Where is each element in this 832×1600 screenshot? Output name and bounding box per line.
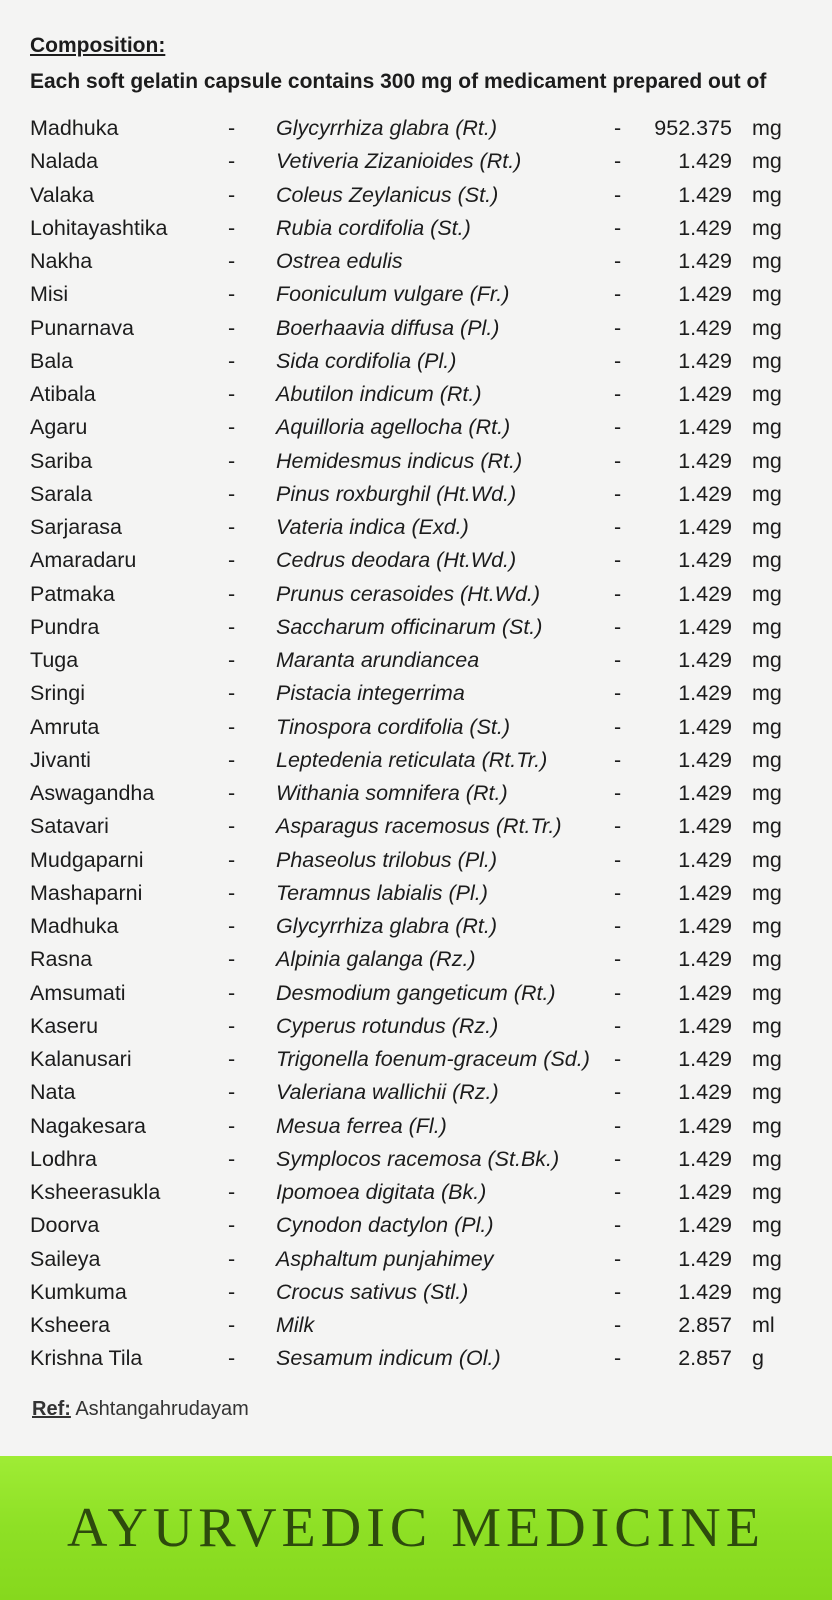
botanical-name: Teramnus labialis (Pl.)	[276, 880, 488, 905]
unit: mg	[752, 781, 782, 805]
quantity: 1.429	[678, 681, 732, 706]
botanical-name: Withania somnifera (Rt.)	[276, 781, 508, 805]
ingredient-name: Jivanti	[30, 747, 91, 772]
botanical-name: Sida cordifolia (Pl.)	[276, 348, 457, 373]
ingredient-row	[0, 1011, 832, 1044]
ingredient-row	[0, 1310, 832, 1343]
ingredient-name: Sarjarasa	[30, 515, 123, 539]
botanical-name: Mesua ferrea (Fl.)	[276, 1113, 447, 1138]
ingredient-row	[0, 1177, 832, 1210]
quantity: 1.429	[678, 448, 732, 473]
ingredient-name: Ksheerasukla	[30, 1180, 161, 1204]
quantity: 1.429	[678, 648, 732, 672]
quantity: 2.857	[678, 1346, 732, 1371]
ingredient-name: Kumkuma	[30, 1279, 127, 1304]
separator-dash: -	[228, 1313, 236, 1337]
separator-dash: -	[228, 1180, 236, 1204]
quantity: 1.429	[678, 781, 732, 805]
ingredient-row	[0, 1210, 832, 1243]
separator-dash: -	[228, 382, 236, 406]
separator-dash: -	[614, 116, 622, 140]
separator-dash: -	[228, 515, 236, 539]
ingredient-name: Madhuka	[30, 116, 119, 140]
botanical-name: Aquilloria agellocha (Rt.)	[276, 415, 511, 440]
separator-dash: -	[228, 1146, 236, 1171]
quantity: 1.429	[678, 515, 732, 539]
botanical-name: Desmodium gangeticum (Rt.)	[276, 980, 556, 1005]
separator-dash: -	[228, 947, 236, 972]
unit: mg	[752, 382, 782, 406]
separator-dash: -	[228, 980, 236, 1005]
botanical-name: Cyperus rotundus (Rz.)	[276, 1013, 499, 1038]
unit: mg	[752, 116, 782, 140]
separator-dash: -	[614, 681, 622, 706]
ingredient-row	[0, 845, 832, 878]
unit: mg	[752, 448, 782, 473]
separator-dash: -	[228, 581, 236, 606]
botanical-name: Phaseolus trilobus (Pl.)	[276, 847, 498, 872]
ingredient-name: Mashaparni	[30, 880, 143, 905]
unit: mg	[752, 1047, 782, 1071]
unit: mg	[752, 315, 782, 340]
quantity: 1.429	[678, 1246, 732, 1271]
botanical-name: Ipomoea digitata (Bk.)	[276, 1180, 487, 1204]
separator-dash: -	[614, 814, 622, 839]
unit: mg	[752, 348, 782, 373]
quantity: 1.429	[678, 282, 732, 307]
ingredient-name: Saileya	[30, 1246, 101, 1271]
botanical-name: Prunus cerasoides (Ht.Wd.)	[276, 581, 541, 606]
ingredient-name: Mudgaparni	[30, 847, 144, 872]
botanical-name: Vetiveria Zizanioides (Rt.)	[276, 149, 522, 174]
separator-dash: -	[228, 481, 236, 506]
quantity: 1.429	[678, 1047, 732, 1071]
ingredient-row	[0, 412, 832, 445]
ingredient-name: Atibala	[30, 382, 96, 406]
reference-label: Ref:	[32, 1398, 71, 1420]
separator-dash: -	[228, 415, 236, 440]
ingredient-name: Tuga	[30, 648, 79, 672]
unit: mg	[752, 980, 782, 1005]
unit: g	[752, 1346, 764, 1371]
botanical-name: Maranta arundiancea	[276, 648, 480, 672]
quantity: 1.429	[678, 1113, 732, 1138]
botanical-name: Vateria indica (Exd.)	[276, 515, 469, 539]
ingredient-row	[0, 313, 832, 346]
ingredient-row	[0, 878, 832, 911]
ingredient-name: Amsumati	[30, 980, 126, 1005]
ingredient-name: Aswagandha	[30, 781, 155, 805]
ingredient-row	[0, 246, 832, 279]
separator-dash: -	[228, 448, 236, 473]
ingredient-name: Misi	[30, 282, 69, 307]
ingredient-row	[0, 1343, 832, 1376]
separator-dash: -	[228, 747, 236, 772]
separator-dash: -	[228, 1246, 236, 1271]
botanical-name: Cynodon dactylon (Pl.)	[276, 1213, 494, 1238]
separator-dash: -	[228, 315, 236, 340]
quantity: 1.429	[678, 581, 732, 606]
unit: mg	[752, 1146, 782, 1171]
separator-dash: -	[228, 215, 236, 240]
separator-dash: -	[614, 1080, 622, 1105]
separator-dash: -	[228, 1346, 236, 1371]
quantity: 952.375	[654, 116, 732, 140]
reference-text: Ashtangahrudayam	[70, 1398, 249, 1420]
composition-intro: Each soft gelatin capsule contains 300 mg of medicament prepared out of	[30, 70, 767, 93]
unit: mg	[752, 149, 782, 174]
separator-dash: -	[614, 448, 622, 473]
quantity: 1.429	[678, 481, 732, 506]
unit: mg	[752, 914, 782, 938]
quantity: 1.429	[678, 182, 732, 207]
ingredient-row	[0, 545, 832, 578]
quantity: 1.429	[678, 847, 732, 872]
separator-dash: -	[228, 1013, 236, 1038]
unit: mg	[752, 747, 782, 772]
unit: mg	[752, 1213, 782, 1238]
unit: mg	[752, 1113, 782, 1138]
quantity: 2.857	[678, 1313, 732, 1337]
separator-dash: -	[228, 648, 236, 672]
ingredient-list	[0, 113, 832, 1377]
quantity: 1.429	[678, 215, 732, 240]
separator-dash: -	[228, 814, 236, 839]
unit: mg	[752, 681, 782, 706]
ingredient-row	[0, 180, 832, 213]
unit: mg	[752, 847, 782, 872]
separator-dash: -	[228, 116, 236, 140]
unit: mg	[752, 648, 782, 672]
separator-dash: -	[228, 1080, 236, 1105]
separator-dash: -	[614, 215, 622, 240]
ingredient-row	[0, 811, 832, 844]
ingredient-name: Nalada	[30, 149, 99, 174]
ingredient-name: Lohitayashtika	[30, 215, 168, 240]
separator-dash: -	[614, 481, 622, 506]
separator-dash: -	[614, 614, 622, 639]
unit: mg	[752, 714, 782, 739]
separator-dash: -	[614, 382, 622, 406]
botanical-name: Milk	[276, 1313, 315, 1337]
ingredient-row	[0, 1044, 832, 1077]
unit: mg	[752, 1180, 782, 1204]
unit: mg	[752, 880, 782, 905]
botanical-name: Valeriana wallichii (Rz.)	[276, 1080, 499, 1105]
unit: mg	[752, 1013, 782, 1038]
separator-dash: -	[614, 348, 622, 373]
unit: mg	[752, 215, 782, 240]
separator-dash: -	[614, 548, 622, 573]
quantity: 1.429	[678, 1080, 732, 1105]
ingredient-name: Sarala	[30, 481, 93, 506]
ingredient-row	[0, 944, 832, 977]
unit: mg	[752, 282, 782, 307]
reference	[32, 1398, 249, 1421]
unit: mg	[752, 947, 782, 972]
botanical-name: Ostrea edulis	[276, 249, 403, 273]
unit: mg	[752, 415, 782, 440]
separator-dash: -	[228, 1279, 236, 1304]
botanical-name: Trigonella foenum-graceum (Sd.)	[276, 1047, 590, 1071]
unit: mg	[752, 814, 782, 839]
quantity: 1.429	[678, 614, 732, 639]
ingredient-name: Pundra	[30, 614, 100, 639]
ingredient-row	[0, 512, 832, 545]
ingredient-name: Kaseru	[30, 1013, 99, 1038]
ingredient-row	[0, 1144, 832, 1177]
unit: mg	[752, 481, 782, 506]
separator-dash: -	[614, 648, 622, 672]
separator-dash: -	[614, 182, 622, 207]
separator-dash: -	[228, 282, 236, 307]
unit: mg	[752, 614, 782, 639]
separator-dash: -	[228, 182, 236, 207]
ingredient-name: Sariba	[30, 448, 93, 473]
separator-dash: -	[614, 249, 622, 273]
ingredient-row	[0, 612, 832, 645]
ingredient-row	[0, 911, 832, 944]
ingredient-name: Nakha	[30, 249, 93, 273]
separator-dash: -	[614, 1213, 622, 1238]
separator-dash: -	[614, 282, 622, 307]
ingredient-name: Nata	[30, 1080, 76, 1105]
quantity: 1.429	[678, 914, 732, 938]
quantity: 1.429	[678, 1213, 732, 1238]
category-banner	[0, 1456, 832, 1600]
ingredient-row	[0, 446, 832, 479]
ingredient-row	[0, 113, 832, 146]
ingredient-row	[0, 645, 832, 678]
ingredient-name: Madhuka	[30, 914, 119, 938]
ingredient-row	[0, 213, 832, 246]
ingredient-row	[0, 678, 832, 711]
botanical-name: Crocus sativus (Stl.)	[276, 1279, 469, 1304]
quantity: 1.429	[678, 1146, 732, 1171]
unit: mg	[752, 581, 782, 606]
separator-dash: -	[614, 847, 622, 872]
botanical-name: Glycyrrhiza glabra (Rt.)	[276, 116, 498, 140]
unit: mg	[752, 182, 782, 207]
ingredient-row	[0, 978, 832, 1011]
ingredient-row	[0, 745, 832, 778]
ingredient-name: Doorva	[30, 1213, 100, 1238]
separator-dash: -	[614, 1346, 622, 1371]
quantity: 1.429	[678, 315, 732, 340]
ingredient-name: Rasna	[30, 947, 93, 972]
ingredient-row	[0, 379, 832, 412]
separator-dash: -	[228, 914, 236, 938]
separator-dash: -	[614, 149, 622, 174]
separator-dash: -	[228, 1113, 236, 1138]
botanical-name: Saccharum officinarum (St.)	[276, 614, 543, 639]
banner-text: AYURVEDIC MEDICINE	[67, 1497, 765, 1559]
ingredient-row	[0, 1277, 832, 1310]
quantity: 1.429	[678, 980, 732, 1005]
separator-dash: -	[614, 714, 622, 739]
botanical-name: Tinospora cordifolia (St.)	[276, 714, 511, 739]
separator-dash: -	[228, 548, 236, 573]
botanical-name: Fooniculum vulgare (Fr.)	[276, 282, 510, 307]
separator-dash: -	[228, 880, 236, 905]
quantity: 1.429	[678, 1013, 732, 1038]
quantity: 1.429	[678, 415, 732, 440]
quantity: 1.429	[678, 348, 732, 373]
unit: mg	[752, 515, 782, 539]
quantity: 1.429	[678, 1180, 732, 1204]
unit: ml	[752, 1313, 775, 1337]
ingredient-name: Nagakesara	[30, 1113, 146, 1138]
ingredient-name: Ksheera	[30, 1313, 111, 1337]
separator-dash: -	[614, 1279, 622, 1304]
separator-dash: -	[228, 614, 236, 639]
separator-dash: -	[614, 315, 622, 340]
botanical-name: Coleus Zeylanicus (St.)	[276, 182, 499, 207]
ingredient-row	[0, 1244, 832, 1277]
separator-dash: -	[614, 581, 622, 606]
separator-dash: -	[228, 1213, 236, 1238]
botanical-name: Sesamum indicum (Ol.)	[276, 1346, 501, 1371]
botanical-name: Symplocos racemosa (St.Bk.)	[276, 1146, 560, 1171]
quantity: 1.429	[678, 1279, 732, 1304]
quantity: 1.429	[678, 880, 732, 905]
separator-dash: -	[614, 1146, 622, 1171]
botanical-name: Alpinia galanga (Rz.)	[276, 947, 476, 972]
ingredient-name: Bala	[30, 348, 74, 373]
ingredient-row	[0, 778, 832, 811]
separator-dash: -	[228, 1047, 236, 1071]
botanical-name: Glycyrrhiza glabra (Rt.)	[276, 914, 498, 938]
quantity: 1.429	[678, 747, 732, 772]
botanical-name: Abutilon indicum (Rt.)	[276, 382, 482, 406]
ingredient-name: Kalanusari	[30, 1047, 132, 1071]
separator-dash: -	[228, 249, 236, 273]
separator-dash: -	[614, 415, 622, 440]
ingredient-name: Patmaka	[30, 581, 115, 606]
ingredient-row	[0, 479, 832, 512]
quantity: 1.429	[678, 149, 732, 174]
botanical-name: Pistacia integerrima	[276, 681, 465, 706]
separator-dash: -	[614, 747, 622, 772]
botanical-name: Leptedenia reticulata (Rt.Tr.)	[276, 747, 548, 772]
quantity: 1.429	[678, 714, 732, 739]
ingredient-row	[0, 579, 832, 612]
separator-dash: -	[228, 781, 236, 805]
botanical-name: Boerhaavia diffusa (Pl.)	[276, 315, 500, 340]
ingredient-name: Amaradaru	[30, 548, 137, 573]
separator-dash: -	[228, 847, 236, 872]
ingredient-row	[0, 279, 832, 312]
separator-dash: -	[228, 348, 236, 373]
ingredient-name: Krishna Tila	[30, 1346, 143, 1371]
botanical-name: Cedrus deodara (Ht.Wd.)	[276, 548, 517, 573]
separator-dash: -	[614, 880, 622, 905]
quantity: 1.429	[678, 548, 732, 573]
botanical-name: Pinus roxburghil (Ht.Wd.)	[276, 481, 517, 506]
quantity: 1.429	[678, 382, 732, 406]
separator-dash: -	[614, 980, 622, 1005]
ingredient-row	[0, 346, 832, 379]
ingredient-row	[0, 146, 832, 179]
separator-dash: -	[614, 1246, 622, 1271]
unit: mg	[752, 1246, 782, 1271]
ingredient-name: Amruta	[30, 714, 100, 739]
botanical-name: Rubia cordifolia (St.)	[276, 215, 471, 240]
ingredient-row	[0, 712, 832, 745]
ingredient-name: Agaru	[30, 415, 88, 440]
separator-dash: -	[614, 515, 622, 539]
separator-dash: -	[614, 1047, 622, 1071]
unit: mg	[752, 1279, 782, 1304]
botanical-name: Asparagus racemosus (Rt.Tr.)	[276, 814, 562, 839]
separator-dash: -	[614, 1313, 622, 1337]
unit: mg	[752, 548, 782, 573]
botanical-name: Hemidesmus indicus (Rt.)	[276, 448, 523, 473]
ingredient-name: Punarnava	[30, 315, 134, 340]
separator-dash: -	[228, 714, 236, 739]
ingredient-row	[0, 1111, 832, 1144]
separator-dash: -	[228, 149, 236, 174]
separator-dash: -	[614, 1180, 622, 1204]
separator-dash: -	[614, 1013, 622, 1038]
separator-dash: -	[614, 1113, 622, 1138]
botanical-name: Asphaltum punjahimey	[276, 1246, 494, 1271]
quantity: 1.429	[678, 814, 732, 839]
quantity: 1.429	[678, 249, 732, 273]
ingredient-name: Satavari	[30, 814, 109, 839]
ingredient-name: Valaka	[30, 182, 95, 207]
unit: mg	[752, 249, 782, 273]
quantity: 1.429	[678, 947, 732, 972]
ingredient-name: Lodhra	[30, 1146, 97, 1171]
separator-dash: -	[614, 914, 622, 938]
unit: mg	[752, 1080, 782, 1105]
separator-dash: -	[614, 781, 622, 805]
separator-dash: -	[228, 681, 236, 706]
ingredient-row	[0, 1077, 832, 1110]
ingredient-name: Sringi	[30, 681, 85, 706]
composition-heading: Composition:	[30, 34, 166, 57]
separator-dash: -	[614, 947, 622, 972]
